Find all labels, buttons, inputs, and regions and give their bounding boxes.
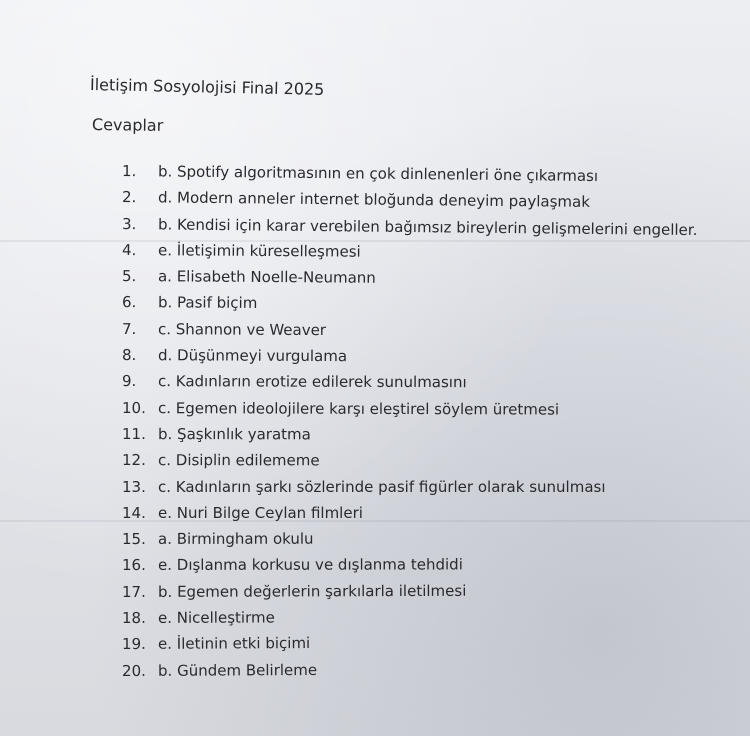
answer-number: 19. bbox=[121, 635, 146, 654]
answer-item bbox=[122, 421, 697, 448]
answer-text: c. Disiplin edilememe bbox=[157, 451, 320, 470]
answer-item bbox=[122, 342, 698, 371]
answer-text: a. Elisabeth Noelle-Neumann bbox=[157, 267, 376, 287]
answer-text: e. Nuri Bilge Ceylan filmleri bbox=[158, 503, 363, 522]
answer-list bbox=[122, 158, 697, 684]
answer-number: 8. bbox=[121, 346, 137, 365]
answer-text: d. Modern anneler internet bloğunda deneyim paylaşmak bbox=[157, 188, 591, 212]
answer-item bbox=[122, 577, 698, 605]
answer-text: c. Shannon ve Weaver bbox=[157, 319, 327, 339]
answer-text: e. İletişimin küreselleşmesi bbox=[157, 241, 361, 261]
answer-text: c. Kadınların şarkı sözlerinde pasif figürler olarak sunulması bbox=[158, 477, 606, 496]
answer-number: 10. bbox=[121, 398, 146, 417]
answer-item bbox=[122, 316, 698, 345]
answer-item bbox=[122, 603, 698, 631]
answer-text: b. Kendisi için karar verebilen bağımsız bireylerin gelişmelerini engeller. bbox=[157, 214, 698, 239]
document-title: İletişim Sosyolojisi Final 2025 bbox=[89, 75, 325, 99]
answer-number: 14. bbox=[122, 503, 146, 522]
answer-item bbox=[122, 474, 697, 500]
answer-text: b. Gündem Belirleme bbox=[157, 660, 318, 680]
answer-text: a. Birmingham okulu bbox=[157, 529, 314, 549]
answer-item bbox=[122, 628, 698, 657]
answer-text: c. Kadınların erotize edilerek sunulmasını bbox=[157, 372, 467, 392]
answer-item bbox=[122, 525, 697, 552]
answer-number: 1. bbox=[121, 162, 137, 181]
answer-number: 11. bbox=[121, 424, 146, 444]
answer-number: 4. bbox=[121, 240, 137, 259]
answer-number: 13. bbox=[122, 477, 146, 496]
answer-item bbox=[122, 551, 697, 578]
answer-text: e. İletinin etki biçimi bbox=[157, 634, 311, 654]
answer-number: 17. bbox=[121, 582, 146, 601]
answer-item bbox=[122, 447, 697, 474]
answer-number: 6. bbox=[121, 293, 137, 312]
answer-item bbox=[122, 368, 698, 396]
answer-text: b. Spotify algoritmasının en çok dinlenenleri öne çıkarması bbox=[157, 162, 599, 185]
answer-number: 18. bbox=[121, 608, 146, 628]
answer-item bbox=[122, 655, 698, 684]
answer-text: c. Egemen ideolojilere karşı eleştirel söylem üretmesi bbox=[157, 398, 560, 419]
document-subtitle: Cevaplar bbox=[91, 115, 164, 135]
answer-number: 16. bbox=[121, 556, 146, 575]
answer-number: 3. bbox=[121, 214, 137, 233]
answer-number: 15. bbox=[121, 530, 146, 549]
answer-number: 20. bbox=[121, 661, 146, 680]
answer-number: 5. bbox=[121, 267, 137, 286]
answer-number: 2. bbox=[121, 188, 137, 207]
answer-text: d. Düşünmeyi vurgulama bbox=[157, 346, 348, 366]
answer-text: e. Nicelleştirme bbox=[157, 608, 275, 627]
answer-item bbox=[122, 289, 698, 319]
answer-text: b. Şaşkınlık yaratma bbox=[157, 425, 311, 444]
answer-item bbox=[122, 395, 698, 423]
answer-text: e. Dışlanma korkusu ve dışlanma tehdidi bbox=[157, 555, 463, 575]
answer-text: b. Pasif biçim bbox=[157, 293, 258, 313]
answer-item bbox=[122, 500, 697, 526]
answer-number: 9. bbox=[121, 372, 137, 391]
answer-number: 12. bbox=[121, 451, 146, 470]
answer-text: b. Egemen değerlerin şarkılarla iletilmesi bbox=[157, 581, 467, 601]
answer-number: 7. bbox=[121, 319, 137, 338]
